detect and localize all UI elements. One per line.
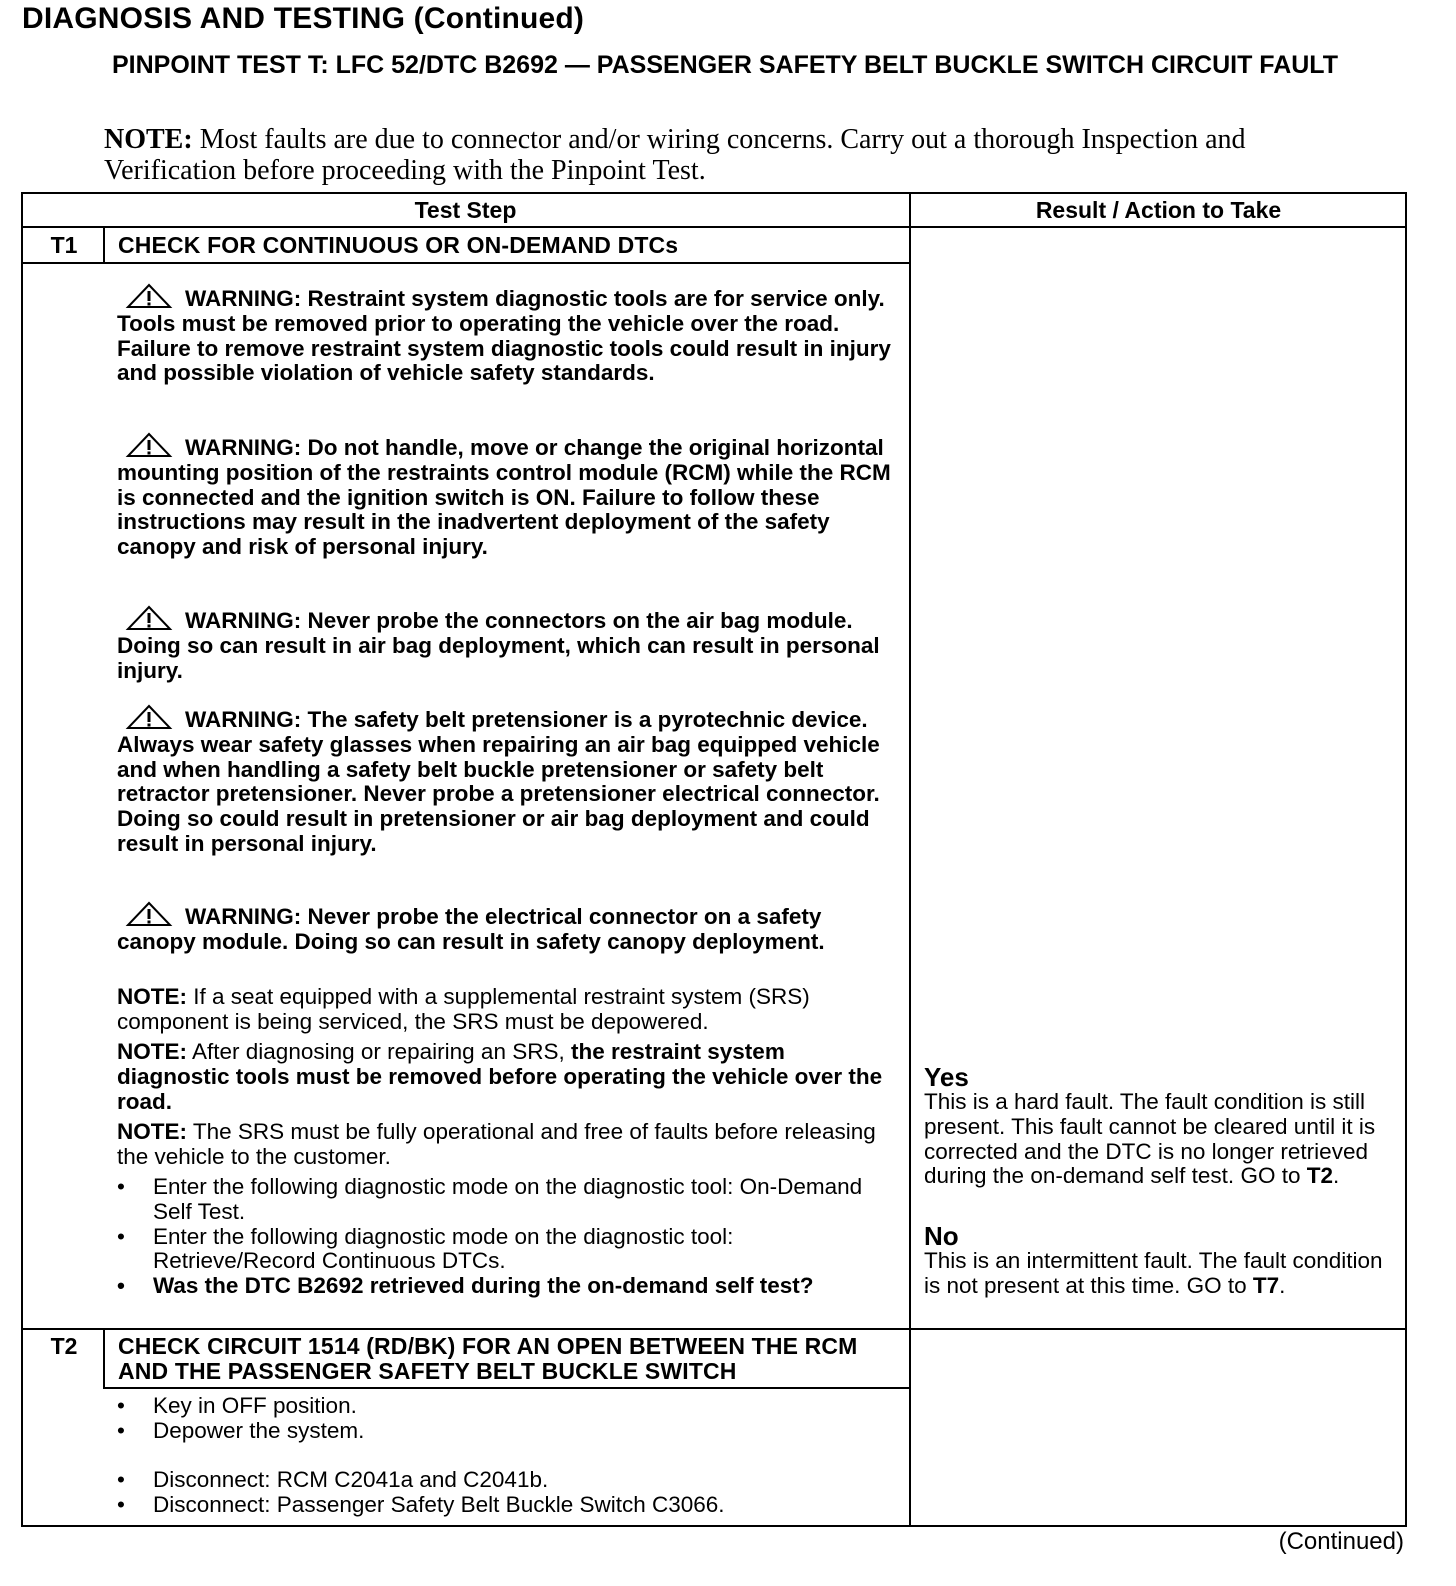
step-title-t1: CHECK FOR CONTINUOUS OR ON-DEMAND DTCs (118, 232, 679, 258)
note-text: Most faults are due to connector and/or wiring concerns. Carry out a thorough Inspection and Verification before proceeding with the Pinpoint Test. (104, 124, 1246, 186)
t1-result-yes: Yes This is a hard fault. The fault condition is still present. This fault cannot be cleared until it is corrected and the DTC is no longer retrieved during the on-demand self test. GO to T2. (924, 1064, 1402, 1189)
t1-note-1: NOTE: If a seat equipped with a supplemental restraint system (SRS) component is being serviced, the SRS must be depowered. (117, 984, 810, 1034)
step-id-t2: T2 (50, 1333, 78, 1359)
t2-bullet-list-a (117, 1394, 895, 1444)
page-title: DIAGNOSIS AND TESTING (Continued) (22, 2, 585, 35)
t1-bullet-list (117, 1175, 895, 1299)
test-table (21, 192, 1407, 1527)
t1-result-no: No This is an intermittent fault. The fault condition is not present at this time. GO to T7. (924, 1223, 1402, 1299)
list-item: • Enter the following diagnostic mode on the diagnostic tool: On-Demand Self Test. (117, 1175, 895, 1225)
t1-title-rule (22, 262, 910, 264)
t1-warning-3: WARNING: Never probe the connectors on the air bag module. Doing so can result in air bag deployment, which can result in personal injury. (117, 605, 895, 683)
list-item: • Disconnect: Passenger Safety Belt Buckle Switch C3066. (117, 1493, 895, 1518)
t1-warning-1: WARNING: Restraint system diagnostic tools are for service only. Tools must be removed prior to operating the vehicle over the road. Failure to remove restraint system diagnostic tools could result in injury and possible violation of vehicle safety standards. (117, 283, 895, 386)
continued-label: (Continued) (1278, 1528, 1404, 1555)
pinpoint-test-title: PINPOINT TEST T: LFC 52/DTC B2692 — PASSENGER SAFETY BELT BUCKLE SWITCH CIRCUIT FAULT (111, 51, 1338, 79)
goto-t7-link[interactable]: T7 (1252, 1272, 1280, 1298)
header-test-step: Test Step (414, 197, 517, 223)
list-item-question: • Was the DTC B2692 retrieved during the on-demand self test? (117, 1274, 895, 1299)
result-yes-label: Yes (924, 1062, 969, 1092)
t1-warning-5: WARNING: Never probe the electrical connector on a safety canopy module. Doing so can result in safety canopy deployment. (117, 901, 895, 955)
list-item: • Depower the system. (117, 1419, 895, 1444)
header-result-action: Result / Action to Take (1035, 197, 1282, 223)
t2-title-rule (104, 1387, 910, 1389)
top-note (104, 124, 1304, 186)
step-id-t1: T1 (50, 232, 78, 258)
goto-t2-link[interactable]: T2 (1306, 1163, 1333, 1189)
t2-bullet-list-b (117, 1468, 895, 1518)
note-label: NOTE: (104, 124, 193, 155)
list-item: • Disconnect: RCM C2041a and C2041b. (117, 1468, 895, 1493)
header-rule (22, 226, 1406, 228)
warning-triangle-icon (125, 432, 173, 458)
t1-warning-4: WARNING: The safety belt pretensioner is a pyrotechnic device. Always wear safety glasses when repairing an air bag equipped vehicle and when handling a safety belt buckle pretensioner or safety belt retractor pretensioner. Never probe a pretensioner electrical connector. Doing so could result in pretensioner or air bag deployment and could result in personal injury. (117, 704, 895, 857)
t2-row-rule (22, 1328, 1406, 1330)
warning-triangle-icon (125, 704, 173, 730)
warning-triangle-icon (125, 901, 173, 927)
t1-note-3: NOTE: The SRS must be fully operational and free of faults before releasing the vehicle to the customer. (117, 1119, 876, 1169)
list-item: • Enter the following diagnostic mode on the diagnostic tool: Retrieve/Record Continuous DTCs. (117, 1225, 895, 1275)
t1-note-2: NOTE: After diagnosing or repairing an SRS, the restraint system diagnostic tools must be removed before operating the vehicle over the road. (117, 1039, 883, 1114)
list-item: • Key in OFF position. (117, 1394, 895, 1419)
warning-triangle-icon (125, 605, 173, 631)
column-divider (909, 193, 911, 1526)
t1-warning-2: WARNING: Do not handle, move or change the original horizontal mounting position of the restraints control module (RCM) while the RCM is connected and the ignition switch is ON. Failure to follow these instructions may result in the inadvertent deployment of the safety canopy and risk of personal injury. (117, 432, 895, 560)
result-no-label: No (924, 1221, 959, 1251)
step-title-t2: CHECK CIRCUIT 1514 (RD/BK) FOR AN OPEN BETWEEN THE RCM AND THE PASSENGER SAFETY BELT BUCKLE SWITCH (118, 1333, 858, 1384)
warning-triangle-icon (125, 283, 173, 309)
